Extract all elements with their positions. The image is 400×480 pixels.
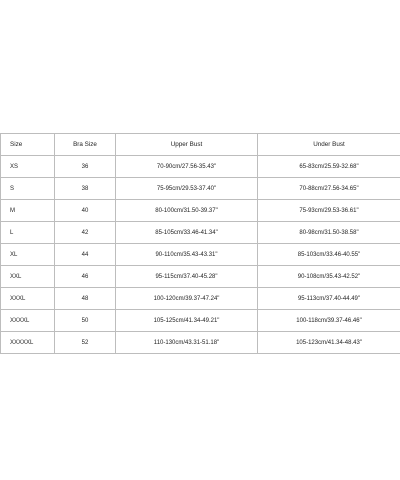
cell-upper-bust: 70-90cm/27.56-35.43" [116, 156, 258, 178]
table-row [1, 288, 400, 310]
cell-bra-size: 50 [55, 310, 116, 332]
cell-upper-bust: 95-115cm/37.40-45.28" [116, 266, 258, 288]
cell-upper-bust: 75-95cm/29.53-37.40" [116, 178, 258, 200]
cell-upper-bust: 80-100cm/31.50-39.37" [116, 200, 258, 222]
header-size: Size [1, 134, 55, 156]
size-chart-body [1, 134, 400, 354]
header-under-bust: Under Bust [258, 134, 400, 156]
cell-size: XL [1, 244, 55, 266]
cell-bra-size: 40 [55, 200, 116, 222]
cell-size: M [1, 200, 55, 222]
header-bra-size: Bra Size [55, 134, 116, 156]
cell-under-bust: 70-88cm/27.56-34.65" [258, 178, 400, 200]
size-chart-table [0, 133, 400, 354]
table-row [1, 310, 400, 332]
cell-under-bust: 85-103cm/33.46-40.55" [258, 244, 400, 266]
cell-size: S [1, 178, 55, 200]
cell-bra-size: 46 [55, 266, 116, 288]
cell-size: XXXL [1, 288, 55, 310]
cell-bra-size: 48 [55, 288, 116, 310]
cell-bra-size: 42 [55, 222, 116, 244]
table-row [1, 332, 400, 354]
cell-under-bust: 80-98cm/31.50-38.58" [258, 222, 400, 244]
cell-size: XXXXXL [1, 332, 55, 354]
cell-upper-bust: 105-125cm/41.34-49.21" [116, 310, 258, 332]
cell-upper-bust: 90-110cm/35.43-43.31" [116, 244, 258, 266]
cell-bra-size: 44 [55, 244, 116, 266]
table-row [1, 266, 400, 288]
cell-under-bust: 105-123cm/41.34-48.43" [258, 332, 400, 354]
table-header-row [1, 134, 400, 156]
cell-bra-size: 38 [55, 178, 116, 200]
cell-size: XXL [1, 266, 55, 288]
cell-under-bust: 75-93cm/29.53-36.61" [258, 200, 400, 222]
cell-upper-bust: 100-120cm/39.37-47.24" [116, 288, 258, 310]
cell-under-bust: 100-118cm/39.37-46.46" [258, 310, 400, 332]
table-row [1, 200, 400, 222]
table-row [1, 222, 400, 244]
cell-bra-size: 52 [55, 332, 116, 354]
cell-size: XS [1, 156, 55, 178]
cell-upper-bust: 85-105cm/33.46-41.34" [116, 222, 258, 244]
cell-under-bust: 65-83cm/25.59-32.68" [258, 156, 400, 178]
table-row [1, 178, 400, 200]
cell-under-bust: 90-108cm/35.43-42.52" [258, 266, 400, 288]
cell-under-bust: 95-113cm/37.40-44.49" [258, 288, 400, 310]
cell-size: L [1, 222, 55, 244]
table-row [1, 156, 400, 178]
header-upper-bust: Upper Bust [116, 134, 258, 156]
cell-size: XXXXL [1, 310, 55, 332]
cell-bra-size: 36 [55, 156, 116, 178]
table-row [1, 244, 400, 266]
cell-upper-bust: 110-130cm/43.31-51.18" [116, 332, 258, 354]
